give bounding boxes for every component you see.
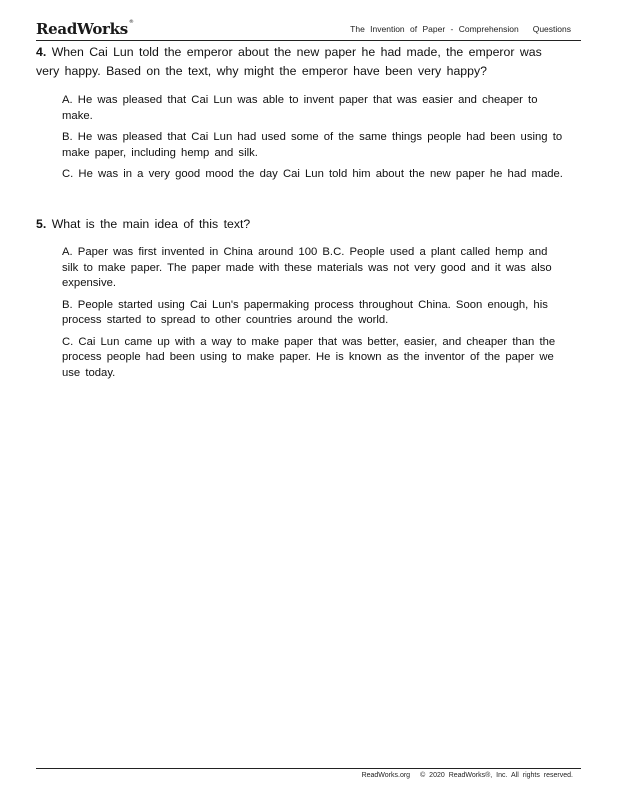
answer-option-a: A. He was pleased that Cai Lun was able to invent paper that was easier and cheaper to make. [62,94,538,122]
readworks-logo [36,20,134,38]
document-title-text: The Invention of Paper - Comprehension [350,24,519,34]
question-text: What is the main idea of this text? [51,217,251,231]
question-number: 4. [36,45,47,59]
logo-text: ReadWorks [36,20,128,38]
question-5-options [62,245,567,387]
footer-copyright: © 2020 ReadWorks®, Inc. All rights reserved. [420,772,573,779]
answer-option-a: A. Paper was first invented in China around 100 B.C. People used a plant called hemp and silk to make paper. The paper made with these materials was not very good and it was also expensive. [62,246,552,289]
document-subtitle-text: Questions [532,24,571,34]
footer-site: ReadWorks.org [361,772,411,779]
question-text: When Cai Lun told the emperor about the new paper he had made, the emperor was very happy. Based on the text, why might the emperor have been very happy? [36,45,542,78]
page-footer [36,768,581,789]
logo-registered-mark: ® [128,19,134,25]
footer-text [362,772,573,779]
question-number: 5. [36,217,47,231]
question-4 [36,43,561,81]
question-5 [36,215,561,234]
question-4-options [62,93,567,189]
document-title [350,24,571,34]
answer-option-b: B. He was pleased that Cai Lun had used some of the same things people had been using to make paper, including hemp and silk. [62,131,563,159]
answer-option-b: B. People started using Cai Lun's papermaking process throughout China. Soon enough, his process started to spread to other countries around the world. [62,298,548,326]
page-header [36,18,581,41]
answer-option-c: C. Cai Lun came up with a way to make paper that was better, easier, and cheaper than the process people had been using to make paper. He is known as the inventor of the paper we use today. [62,335,556,379]
answer-option-c: C. He was in a very good mood the day Cai Lun told him about the new paper he had made. [62,168,563,180]
